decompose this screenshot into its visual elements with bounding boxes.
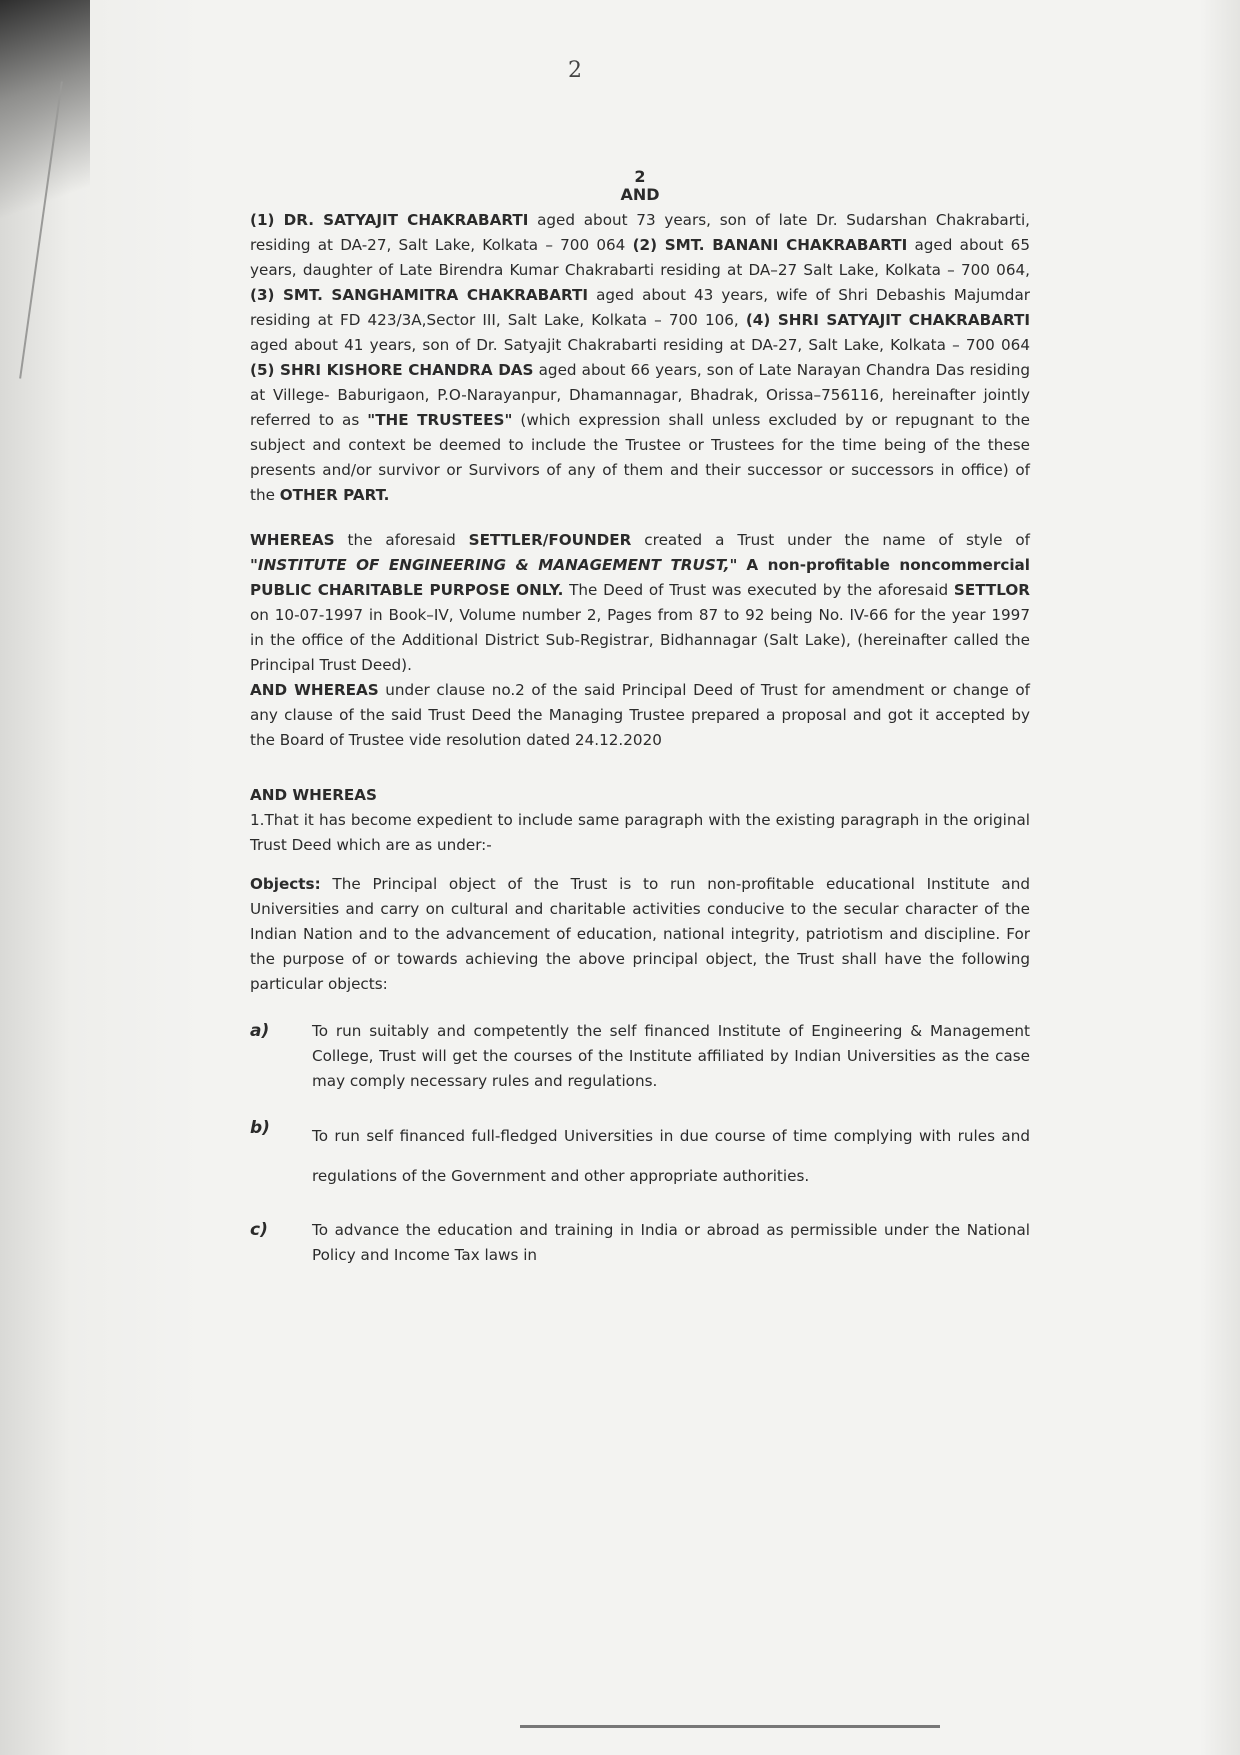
- list-item-label: b): [250, 1118, 270, 1138]
- and-heading: AND: [620, 185, 660, 204]
- page-fold-shadow: [0, 0, 90, 260]
- whereas-2-text: under clause no.2 of the said Principal Deed of Trust for amendment or change of any clause of the said Trust Deed the Managing Trustee prepared a proposal and got it accepted by the Board of Trustee vide resolution dated 24.12.2020: [250, 681, 1030, 749]
- objects-paragraph: [250, 872, 1030, 997]
- whereas-3-heading: [250, 783, 1030, 808]
- whereas-paragraph-2: [250, 678, 1030, 753]
- page-number-header: 2: [634, 167, 646, 186]
- trustees-term: "THE TRUSTEES": [367, 411, 513, 429]
- whereas-2-lead: AND WHEREAS: [250, 681, 379, 699]
- party-2-name: (2) SMT. BANANI CHAKRABARTI: [632, 236, 908, 254]
- whereas-1-text-a: the aforesaid: [334, 531, 469, 549]
- page-number-top: 2: [568, 58, 582, 83]
- whereas-1-lead: WHEREAS: [250, 531, 335, 549]
- party-1-details: aged about 73 years, son of late Dr. Sudarshan Chakrabarti, residing at DA-27, Salt Lake, Kolkata – 700 064: [250, 211, 1030, 254]
- list-item: [250, 1116, 1030, 1196]
- whereas-1-text-b: created a Trust under the name of style of: [631, 531, 1031, 549]
- whereas-3-text: 1.That it has become expedient to include same paragraph with the existing paragraph in the original Trust Deed which are as under:-: [250, 811, 1030, 854]
- list-item-text: To run self financed full-fledged Universities in due course of time complying with rules and regulations of the Government and other appropriate authorities.: [312, 1127, 1030, 1185]
- party-4-details: aged about 41 years, son of Dr. Satyajit Chakrabarti residing at DA-27, Salt Lake, Kolkata – 700 064: [250, 336, 1030, 354]
- party-2-details: aged about 65 years, daughter of Late Birendra Kumar Chakrabarti residing at DA–27 Salt Lake, Kolkata – 700 064,: [250, 236, 1030, 279]
- party-5-details: aged about 66 years, son of Late Narayan Chandra Das residing at Villege- Baburigaon, P.O-Narayanpur, Dhamannagar, Bhadrak, Orissa–756116, hereinafter jointly referred to as: [250, 361, 1030, 429]
- parties-paragraph: [250, 208, 1030, 508]
- list-item-text: To advance the education and training in India or abroad as permissible under the National Policy and Income Tax laws in: [312, 1221, 1030, 1264]
- whereas-1-text-d: on 10-07-1997 in Book–IV, Volume number 2, Pages from 87 to 92 being No. IV-66 for the year 1997 in the office of the Additional District Sub-Registrar, Bidhannagar (Salt Lake), (hereinafter called the Principal Trust Deed).: [250, 606, 1030, 674]
- list-item-text: To run suitably and competently the self financed Institute of Engineering & Management College, Trust will get the courses of the Institute affiliated by Indian Universities as the case may comply necessary rules and regulations.: [312, 1022, 1030, 1090]
- trust-purpose: A non-profitable noncommercial PUBLIC CHARITABLE PURPOSE ONLY.: [250, 556, 1031, 599]
- page-bottom-rule: [520, 1725, 940, 1728]
- objects-text: The Principal object of the Trust is to run non-profitable educational Institute and Universities and carry on cultural and charitable activities conducive to the secular character of the Indian Nation and to the advancement of education, national integrity, patriotism and discipline. For the purpose of or towards achieving the above principal object, the Trust shall have the following particular objects:: [250, 875, 1030, 993]
- founder-term: SETTLER/FOUNDER: [468, 531, 632, 549]
- objects-lead: Objects:: [250, 875, 321, 893]
- whereas-3-lead: AND WHEREAS: [250, 786, 377, 804]
- trustees-definition: (which expression shall unless excluded by or repugnant to the subject and context be deemed to include the Trustee or Trustees for the time being of the these presents and/or survivor or Survivors of any of them and their successor or successors in office) of the: [250, 411, 1031, 504]
- list-item: [250, 1218, 1030, 1268]
- list-item: [250, 1019, 1030, 1094]
- whereas-paragraph-1: [250, 528, 1030, 678]
- other-part-label: OTHER PART.: [279, 486, 390, 504]
- trust-name: "INSTITUTE OF ENGINEERING & MANAGEMENT TRUST,": [250, 556, 738, 574]
- document-body: [250, 168, 1030, 1268]
- list-item-label: c): [250, 1220, 268, 1240]
- party-3-details: aged about 43 years, wife of Shri Debashis Majumdar residing at FD 423/3A,Sector III, Salt Lake, Kolkata – 700 106,: [250, 286, 1030, 329]
- party-4-name: (4) SHRI SATYAJIT CHAKRABARTI: [745, 311, 1030, 329]
- whereas-1-text-c: The Deed of Trust was executed by the aforesaid: [563, 581, 954, 599]
- party-5-name: (5) SHRI KISHORE CHANDRA DAS: [250, 361, 534, 379]
- party-3-name: (3) SMT. SANGHAMITRA CHAKRABARTI: [250, 286, 589, 304]
- party-1-name: (1) DR. SATYAJIT CHAKRABARTI: [250, 211, 529, 229]
- list-item-label: a): [250, 1021, 270, 1041]
- settlor-term: SETTLOR: [953, 581, 1030, 599]
